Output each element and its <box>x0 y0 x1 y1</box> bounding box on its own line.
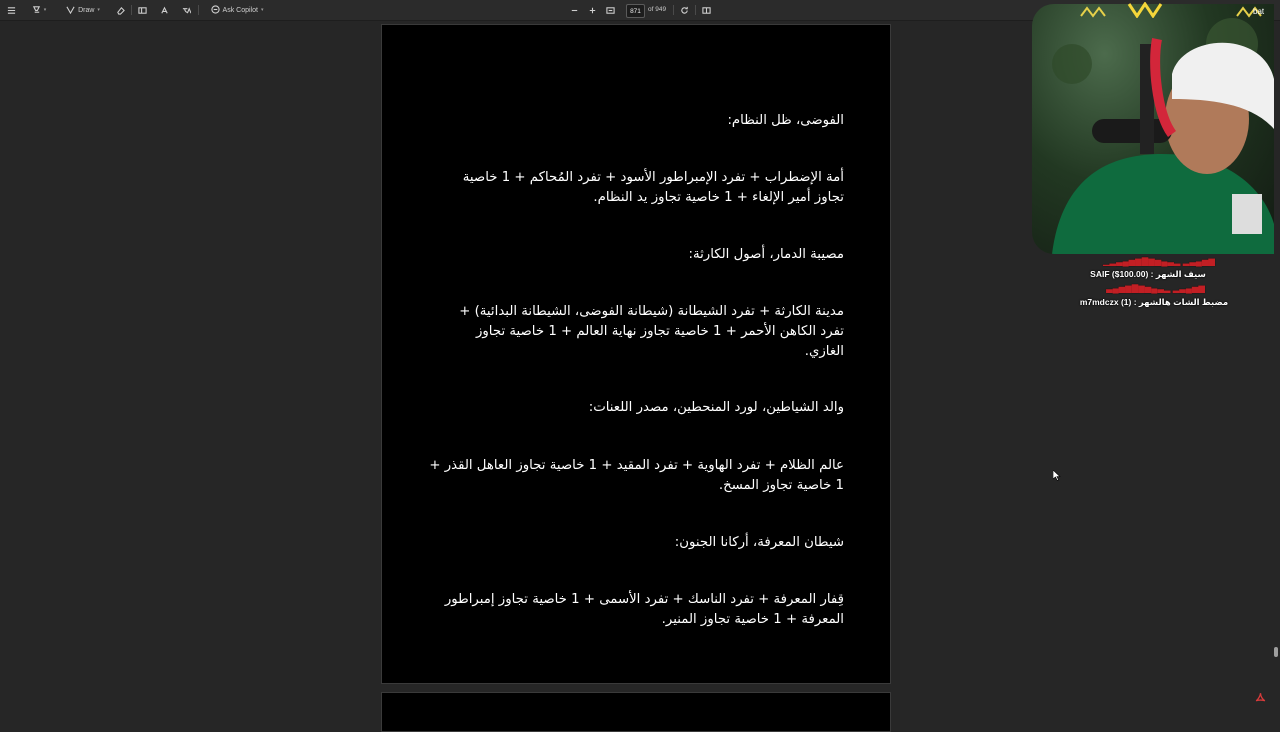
paragraph-heading: شيطان المعرفة، أركانا الجنون: <box>674 535 844 550</box>
paragraph-text: عالم الظلام + تفرد الهاوية + تفرد المقيد + 1 خاصية تجاوز العاهل القذر + 1 خاصية تجاوز المسخ. <box>429 458 844 493</box>
page-total-label: of 949 <box>648 6 667 13</box>
ask-copilot-label: Ask Copilot <box>222 6 258 14</box>
pdf-next-page <box>381 692 891 732</box>
webcam-overlay <box>1032 4 1274 254</box>
ask-copilot-button[interactable] <box>206 3 268 17</box>
acrobat-icon[interactable] <box>1254 691 1266 703</box>
streamer-image <box>1032 4 1274 254</box>
zoom-in-icon[interactable] <box>587 3 597 17</box>
chevron-down-icon: ▾ <box>260 7 264 13</box>
translate-icon[interactable] <box>181 3 192 17</box>
overlay-red-line-1: ▆▅▄▃▂ ▂▃▄▅▆▇▆▅▄▃▂▁ <box>1103 256 1215 266</box>
paragraph-text: قِفار المعرفة + تفرد الناسك + تفرد الأسمى + 1 خاصية تجاوز إمبراطور المعرفة + 1 خاصية تجاوز المنير. <box>444 592 844 627</box>
overlay-top-text: bat <box>1253 7 1265 16</box>
scrollbar-thumb[interactable] <box>1274 647 1278 657</box>
chevron-down-icon: ▾ <box>97 7 100 13</box>
decoration-banner-icon <box>1077 2 1273 18</box>
paragraph-heading: الفوضى، ظل النظام: <box>727 113 844 128</box>
mouse-cursor-icon <box>1053 470 1061 481</box>
page-number-input[interactable]: 871 <box>626 4 645 18</box>
overlay-chat-line: مضبط الشات هالشهر : m7mdczx (1) <box>1079 297 1229 307</box>
zoom-out-icon[interactable] <box>569 3 579 17</box>
draw-label: Draw <box>78 6 95 14</box>
overlay-red-line-2: ▆▅▄▃▂ ▂▃▄▅▆▇▆▅▄▃ <box>1106 283 1205 293</box>
read-aloud-icon[interactable] <box>159 3 170 17</box>
toolbar-divider <box>673 5 674 15</box>
copilot-icon <box>211 5 220 16</box>
paragraph-heading: والد الشياطين، لورد المنحطين، مصدر اللعنات: <box>588 400 844 415</box>
text-box-icon[interactable] <box>137 3 148 17</box>
highlight-icon <box>32 5 41 16</box>
toolbar-divider <box>131 5 132 15</box>
list-icon[interactable] <box>5 3 17 17</box>
draw-button[interactable] <box>60 3 106 17</box>
fit-page-icon[interactable] <box>605 3 615 17</box>
paragraph-text: مدينة الكارثة + تفرد الشيطانة (شيطانة الفوضى، الشيطانة البدائية) + تفرد الكاهن الأحمر + 1 خاصية تجاوز نهاية العالم + 1 خاصية تجاوز الغازي. <box>459 304 844 359</box>
eraser-icon[interactable] <box>115 3 126 17</box>
pdf-page <box>381 24 891 684</box>
toolbar-divider <box>695 5 696 15</box>
chevron-down-icon: ▾ <box>43 7 47 13</box>
rotate-icon[interactable] <box>679 3 689 17</box>
highlight-button[interactable] <box>28 3 50 17</box>
paragraph-text: أمة الإضطراب + تفرد الإمبراطور الأسود + تفرد المُحاكم + 1 خاصية تجاوز أمير الإلغاء + 1 خاصية تجاوز يد النظام. <box>462 170 844 205</box>
toolbar-divider <box>198 5 199 15</box>
paragraph-heading: مصيبة الدمار، أصول الكارثة: <box>688 247 844 262</box>
draw-icon <box>66 5 75 16</box>
page-view-icon[interactable] <box>701 3 711 17</box>
overlay-goal-line: سيف الشهر : SAIF ($100.00) <box>1090 269 1206 279</box>
